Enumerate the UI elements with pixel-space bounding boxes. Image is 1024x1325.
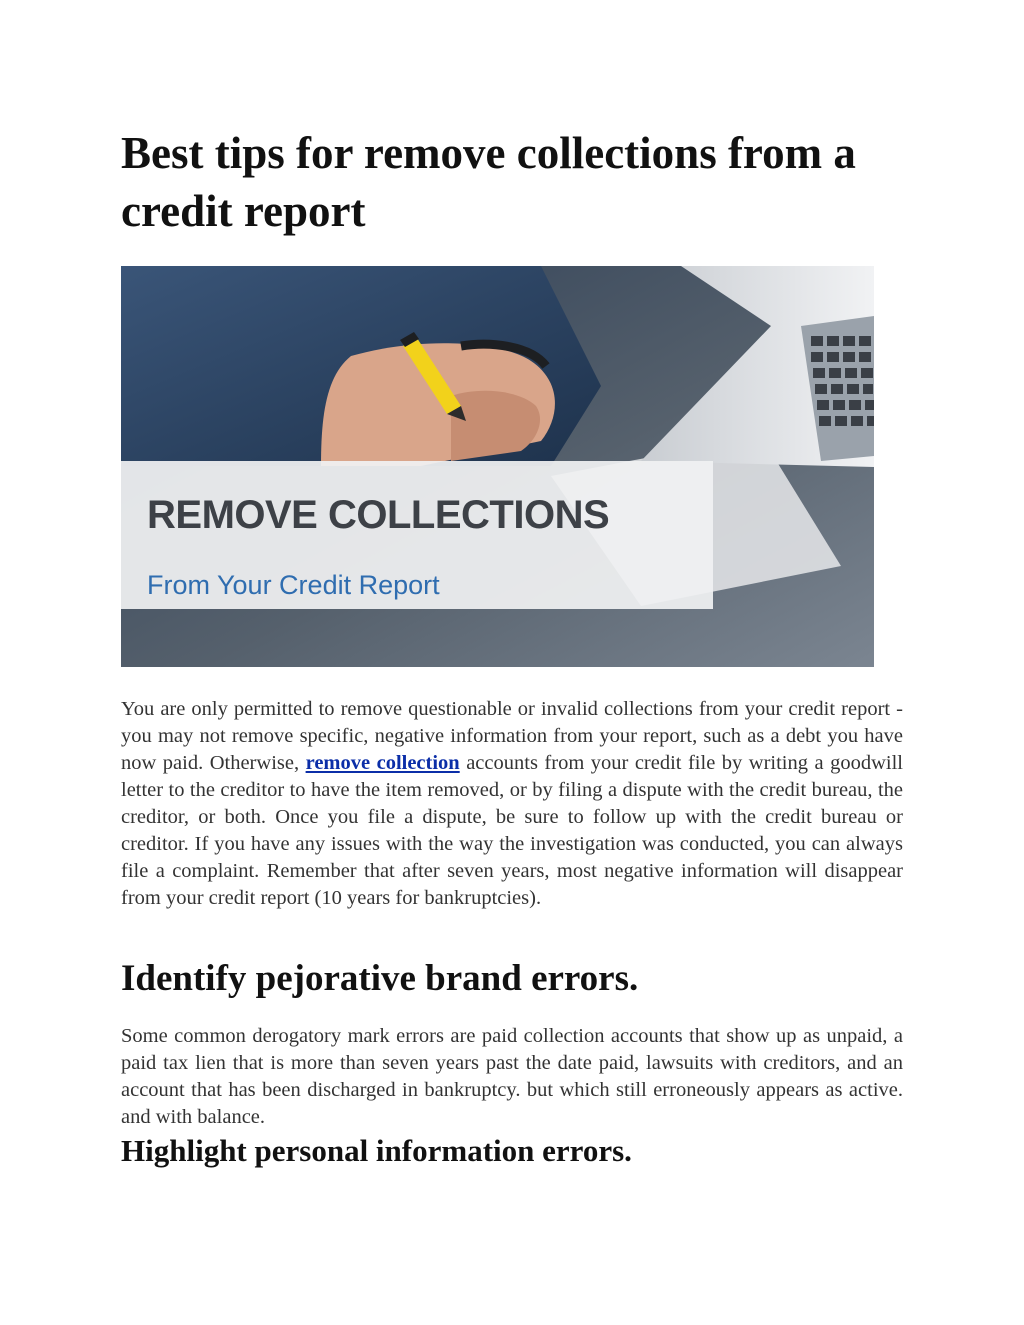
intro-text-before-link: You are only permitted to remove questionable or invalid collections from your credit report - you may not remove specific, negative information from your report, such as a debt you have now paid. Otherwise, [121, 698, 903, 774]
page-title: Best tips for remove collections from a credit report [121, 128, 856, 236]
intro-text-after-link: accounts from your credit file by writing a goodwill letter to the creditor to have the item removed, or by filing a dispute with the credit bureau, the creditor, or both. Once you file a dispute, be sure to follow up with the credit bureau or creditor. If you have any issues with the way the investigation was conducted, you can always file a complaint. Remember that after seven years, most negative information will disappear from your credit report (10 years for bankruptcies). [121, 752, 903, 909]
remove-collection-link[interactable]: remove collection [305, 752, 460, 774]
intro-paragraph [121, 696, 903, 912]
section-heading-errors: Identify pejorative brand errors. [121, 958, 639, 999]
hero-image [121, 266, 874, 667]
hero-subline: From Your Credit Report [147, 570, 440, 600]
section-heading-personal-info: Highlight personal information errors. [121, 1133, 632, 1168]
hand-icon [321, 343, 555, 466]
hero-headline: REMOVE COLLECTIONS [147, 493, 610, 537]
errors-paragraph: Some common derogatory mark errors are paid collection accounts that show up as unpaid, a paid tax lien that is more than seven years past the date paid, lawsuits with creditors, and an account that has been discharged in bankruptcy. but which still erroneously appears as active. and with balance. [121, 1025, 903, 1128]
